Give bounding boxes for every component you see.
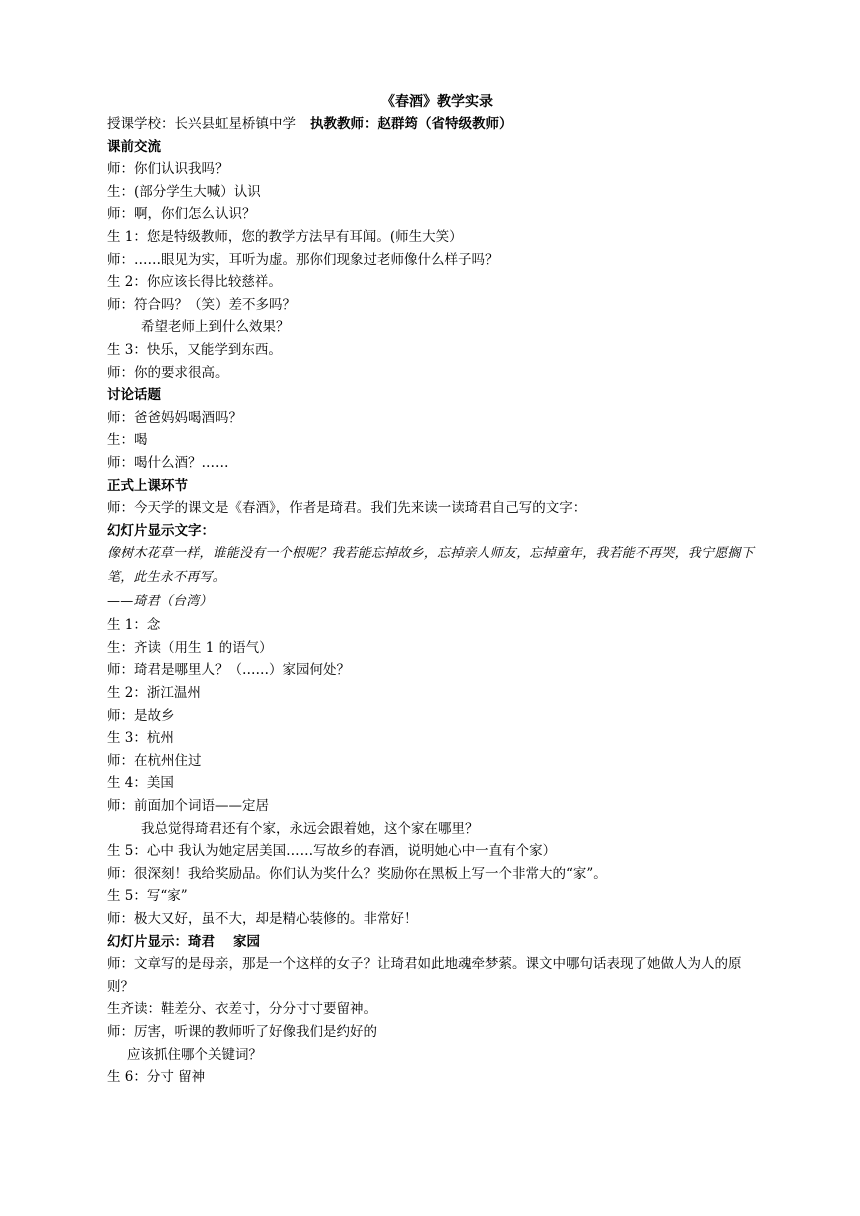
dialogue-line: 生：(部分学生大喊）认识 [107, 183, 261, 200]
section-heading: 幻灯片显示文字： [107, 522, 215, 539]
dialogue-line: 生 6：分寸 留神 [107, 1069, 206, 1086]
dialogue-line: 师：厉害，听课的教师听了好像我们是约好的 [107, 1023, 377, 1040]
dialogue-line: 师：前面加个词语——定居 [107, 798, 269, 815]
dialogue-line: 师：你们认识我吗？ [107, 161, 229, 178]
dialogue-line: 师：极大又好，虽不大，却是精心装修的。非常好！ [107, 911, 418, 927]
dialogue-line: 师：今天学的课文是《春酒》，作者是琦君。我们先来读一读琦君自己写的文字： [107, 500, 587, 517]
slide-display-word: 家园 [233, 933, 260, 950]
teacher-info: 执教教师：赵群筠（省特级教师） [310, 116, 513, 132]
dialogue-line: 生：喝 [107, 432, 148, 449]
transcript-section-2 [107, 614, 767, 930]
dialogue-line: 师：是故乡 [107, 707, 175, 724]
dialogue-line: 生 3：杭州 [107, 730, 174, 747]
dialogue-line: 生 1：念 [107, 617, 161, 634]
dialogue-line: 生 1：您是特级教师，您的教学方法早有耳闻。(师生大笑） [107, 228, 463, 245]
document-page [107, 92, 767, 1089]
slide-display-label: 幻灯片显示：琦君 [107, 933, 215, 950]
dialogue-line: 生齐读：鞋差分、衣差寸，分分寸寸要留神。 [107, 1001, 377, 1018]
dialogue-line: 生 5：写“家” [107, 888, 188, 905]
dialogue-line: 生 2：浙江温州 [107, 685, 201, 702]
dialogue-line: 希望老师上到什么效果？ [141, 319, 290, 336]
dialogue-line: 师：符合吗？（笑）差不多吗？ [107, 296, 296, 313]
header-line [107, 113, 767, 136]
school-info: 授课学校：长兴县虹星桥镇中学 [107, 116, 296, 132]
dialogue-line: 师：……眼见为实，耳听为虚。那你们现象过老师像什么样子吗？ [107, 251, 499, 268]
dialogue-line: 师：在杭州住过 [107, 752, 202, 769]
dialogue-line: 师：琦君是哪里人？（……）家园何处？ [107, 662, 350, 679]
dialogue-line: 师：啊，你们怎么认识？ [107, 206, 256, 223]
dialogue-line: 我总觉得琦君还有个家，永远会跟着她，这个家在哪里？ [141, 820, 479, 837]
dialogue-line: 师：你的要求很高。 [107, 364, 229, 381]
dialogue-line: 师：很深刻！我给奖励品。你们认为奖什么？奖励你在黑板上写一个非常大的“家”。 [107, 865, 607, 882]
dialogue-line: 师：爸爸妈妈喝酒吗？ [107, 409, 242, 426]
slide-quote-author: ——琦君（台湾） [107, 594, 213, 610]
dialogue-line: 应该抓住哪个关键词？ [127, 1046, 262, 1063]
slide-quote: 像树木花草一样，谁能没有一个根呢？我若能忘掉故乡，忘掉亲人师友，忘掉童年，我若能不再哭，我宁愿搁下笔，此生永不再写。 [107, 546, 754, 586]
dialogue-line: 师：文章写的是母亲，那是一个这样的女子？让琦君如此地魂牵梦萦。课文中哪句话表现了她做人为人的原则？ [107, 956, 742, 995]
transcript-section-3 [107, 953, 767, 1089]
document-title: 《春酒》教学实录 [381, 94, 493, 110]
slide-display-line [107, 931, 767, 954]
dialogue-line: 生 5：心中 我认为她定居美国……写故乡的春酒，说明她心中一直有个家） [107, 843, 557, 860]
section-heading: 讨论话题 [107, 387, 161, 404]
transcript-section-1 [107, 136, 767, 543]
dialogue-line: 师：喝什么酒？…… [107, 454, 229, 471]
dialogue-line: 生 4：美国 [107, 775, 174, 792]
dialogue-line: 生 2：你应该长得比较慈祥。 [107, 274, 282, 291]
section-heading: 课前交流 [107, 138, 161, 155]
dialogue-line: 生 3：快乐，又能学到东西。 [107, 341, 282, 358]
section-heading: 正式上课环节 [107, 477, 188, 494]
dialogue-line: 生：齐读（用生 1 的语气） [107, 639, 273, 656]
